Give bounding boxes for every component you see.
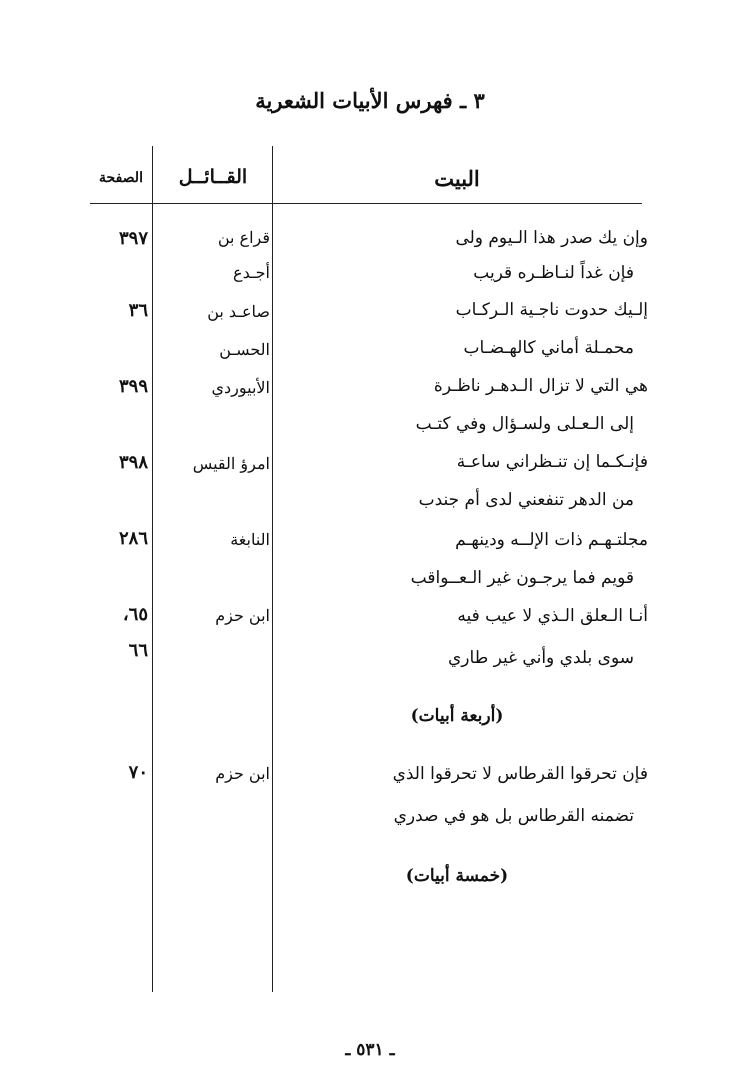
verse-line: فإن غداً لنـاظـره قريب — [473, 263, 634, 283]
page-number: ـ ٥٣١ ـ — [345, 1040, 395, 1060]
poet-name: الحسـن — [219, 340, 270, 359]
verse-count-note: (أربعة أبيات) — [410, 706, 504, 726]
page-ref: ٣٩٧ — [118, 228, 148, 249]
column-divider-left — [152, 146, 153, 992]
page-ref: ٣٩٨ — [118, 452, 148, 473]
poet-name: امرؤ القيس — [192, 454, 270, 473]
page-ref: ٦٥، — [122, 604, 148, 625]
verse-line: قويم فما يرجـون غير الـعــواقب — [410, 568, 634, 588]
verse-line: سوى بلدي وأني غير طاري — [448, 648, 634, 668]
verse-line: إلى الـعـلى ولسـؤال وفي كتـب — [415, 414, 634, 434]
poet-name: ابن حزم — [215, 606, 270, 625]
poet-name: ابن حزم — [215, 764, 270, 783]
verse-count-note: (خمسة أبيات) — [405, 866, 509, 886]
verse-line: تضمنه القرطاس بل هو في صدري — [393, 806, 634, 826]
verse-line: من الدهر تنفعني لدى أم جندب — [418, 490, 634, 510]
header-page: الصفحة — [99, 170, 143, 186]
poet-name: صاعـد بن — [207, 302, 270, 321]
verse-line: هي التي لا تزال الـدهـر ناظـرة — [433, 376, 648, 396]
verse-line: أنـا الـعلق الـذي لا عيب فيه — [457, 606, 648, 626]
header-poet: القــائــل — [178, 166, 248, 188]
poet-name: قراع بن — [217, 228, 270, 247]
verse-line: فإن تحرقوا القرطاس لا تحرقوا الذي — [392, 764, 648, 784]
verse-line: وإن يك صدر هذا الـيوم ولى — [455, 228, 648, 248]
page-title: ٣ ـ فهرس الأبيات الشعرية — [255, 88, 485, 113]
verse-line: مجلتـهـم ذات الإلــه ودينهـم — [455, 530, 648, 550]
page-ref: ٧٠ — [128, 762, 148, 783]
page-ref: ٣٩٩ — [118, 376, 148, 397]
poet-name: النابغة — [230, 530, 270, 549]
poet-name: الأبيوردي — [211, 378, 270, 397]
verse-line: فإنـكـما إن تنـظراني ساعـة — [456, 452, 648, 472]
page-ref: ٦٦ — [128, 640, 148, 661]
header-bayt: البيت — [434, 166, 480, 191]
verse-line: محمـلة أماني كالهـضـاب — [463, 338, 634, 358]
verse-line: إلـيك حدوت ناجـية الـركـاب — [455, 300, 648, 320]
poet-name: أجـدع — [233, 263, 270, 282]
header-rule — [90, 203, 642, 204]
page-ref: ٢٨٦ — [118, 528, 148, 549]
page-ref: ٣٦ — [128, 300, 148, 321]
column-divider-right — [272, 146, 273, 992]
